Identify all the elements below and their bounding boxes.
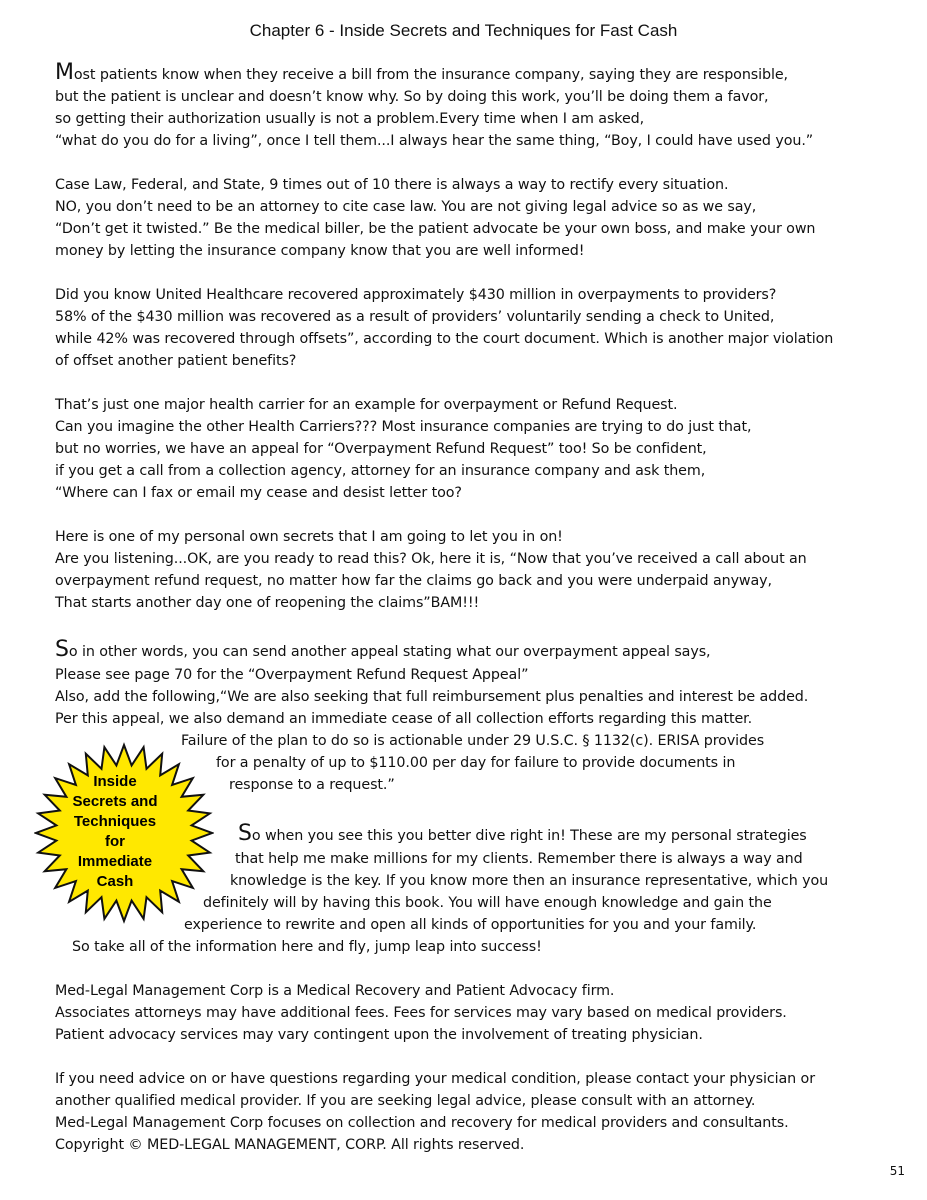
paragraph-6-line-3: Also, add the following,“We are also seeking that full reimbursement plus penalties and interest be added. xyxy=(55,689,809,705)
badge-line: Inside xyxy=(93,773,137,790)
paragraph-5-line-1: Here is one of my personal own secrets that I am going to let you in on! xyxy=(55,529,563,545)
paragraph-1-line-1 xyxy=(55,60,788,85)
paragraph-3-line-1: Did you know United Healthcare recovered approximately $430 million in overpayments to providers? xyxy=(55,287,777,303)
paragraph-6-line-6: for a penalty of up to $110.00 per day for failure to provide documents in xyxy=(216,755,736,771)
paragraph-2-line-3: “Don’t get it twisted.” Be the medical biller, be the patient advocate be your own boss, and make your own xyxy=(55,221,816,237)
paragraph-6-line-4: Per this appeal, we also demand an immediate cease of all collection efforts regarding this matter. xyxy=(55,711,753,727)
page-number: 51 xyxy=(889,1164,905,1178)
paragraph-4-line-4: if you get a call from a collection agency, attorney for an insurance company and ask them, xyxy=(55,463,706,479)
paragraph-6-line-2: Please see page 70 for the “Overpayment Refund Request Appeal” xyxy=(55,667,529,683)
paragraph-5-line-2: Are you listening...OK, are you ready to read this? Ok, here it is, “Now that you’ve received a call about an xyxy=(55,551,807,567)
badge-line: Secrets and xyxy=(72,793,158,810)
paragraph-3-line-4: of offset another patient benefits? xyxy=(55,353,297,369)
paragraph-7-line-1 xyxy=(238,821,807,846)
drop-initial: M xyxy=(55,60,74,85)
paragraph-2-line-1: Case Law, Federal, and State, 9 times out of 10 there is always a way to rectify every situation. xyxy=(55,177,729,193)
paragraph-7-line-4: definitely will by having this book. You will have enough knowledge and gain the xyxy=(203,895,772,911)
paragraph-4-line-2: Can you imagine the other Health Carriers??? Most insurance companies are trying to do just that, xyxy=(55,419,752,435)
drop-initial: S xyxy=(55,637,69,662)
paragraph-4-line-5: “Where can I fax or email my cease and desist letter too? xyxy=(55,485,462,501)
paragraph-7-line-3: knowledge is the key. If you know more then an insurance representative, which you xyxy=(230,873,829,889)
paragraph-6-line-7: response to a request.” xyxy=(229,777,395,793)
badge-text xyxy=(50,772,180,892)
paragraph-9-line-4: Copyright © MED-LEGAL MANAGEMENT, CORP. All rights reserved. xyxy=(55,1137,525,1153)
text-line: ost patients know when they receive a bill from the insurance company, saying they are responsible, xyxy=(73,67,788,83)
badge-line: Cash xyxy=(96,873,134,890)
paragraph-1-line-2: but the patient is unclear and doesn’t know why. So by doing this work, you’ll be doing them a favor, xyxy=(55,89,769,105)
text-line: o when you see this you better dive right in! These are my personal strategies xyxy=(251,828,807,844)
paragraph-7-line-6: So take all of the information here and fly, jump leap into success! xyxy=(72,939,542,955)
paragraph-2-line-2: NO, you don’t need to be an attorney to cite case law. You are not giving legal advice so as we say, xyxy=(55,199,757,215)
paragraph-3-line-2: 58% of the $430 million was recovered as a result of providers’ voluntarily sending a check to United, xyxy=(55,309,775,325)
paragraph-7-line-5: experience to rewrite and open all kinds of opportunities for you and your family. xyxy=(184,917,757,933)
paragraph-4-line-1: That’s just one major health carrier for an example for overpayment or Refund Request. xyxy=(55,397,678,413)
paragraph-5-line-4: That starts another day one of reopening the claims”BAM!!! xyxy=(55,595,480,611)
paragraph-6-line-5: Failure of the plan to do so is actionable under 29 U.S.C. § 1132(c). ERISA provides xyxy=(181,733,765,749)
paragraph-9-line-3: Med-Legal Management Corp focuses on collection and recovery for medical providers and consultants. xyxy=(55,1115,789,1131)
paragraph-4-line-3: but no worries, we have an appeal for “Overpayment Refund Request” too! So be confident, xyxy=(55,441,707,457)
paragraph-8-line-3: Patient advocacy services may vary contingent upon the involvement of treating physician. xyxy=(55,1027,703,1043)
page-title: Chapter 6 - Inside Secrets and Techniques for Fast Cash xyxy=(249,21,678,40)
badge-line: Immediate xyxy=(77,853,153,870)
paragraph-8-line-2: Associates attorneys may have additional fees. Fees for services may vary based on medical providers. xyxy=(55,1005,787,1021)
paragraph-2-line-4: money by letting the insurance company know that you are well informed! xyxy=(55,243,585,259)
paragraph-5-line-3: overpayment refund request, no matter how far the claims go back and you were underpaid anyway, xyxy=(55,573,772,589)
text-line: o in other words, you can send another appeal stating what our overpayment appeal says, xyxy=(68,644,711,660)
paragraph-1-line-4: “what do you do for a living”, once I tell them...I always hear the same thing, “Boy, I could have used you.” xyxy=(55,133,814,149)
drop-initial: S xyxy=(238,821,252,846)
paragraph-6-line-1 xyxy=(55,637,711,662)
paragraph-9-line-2: another qualified medical provider. If you are seeking legal advice, please consult with an attorney. xyxy=(55,1093,756,1109)
paragraph-1-line-3: so getting their authorization usually is not a problem.Every time when I am asked, xyxy=(55,111,645,127)
paragraph-8-line-1: Med-Legal Management Corp is a Medical Recovery and Patient Advocacy firm. xyxy=(55,983,615,999)
badge-line: for xyxy=(105,833,125,850)
paragraph-9-line-1: If you need advice on or have questions regarding your medical condition, please contact your physician or xyxy=(55,1071,815,1087)
badge-line: Techniques xyxy=(73,813,157,830)
paragraph-3-line-3: while 42% was recovered through offsets”, according to the court document. Which is another major violation xyxy=(55,331,834,347)
paragraph-7-line-2: that help me make millions for my clients. Remember there is always a way and xyxy=(235,851,803,867)
